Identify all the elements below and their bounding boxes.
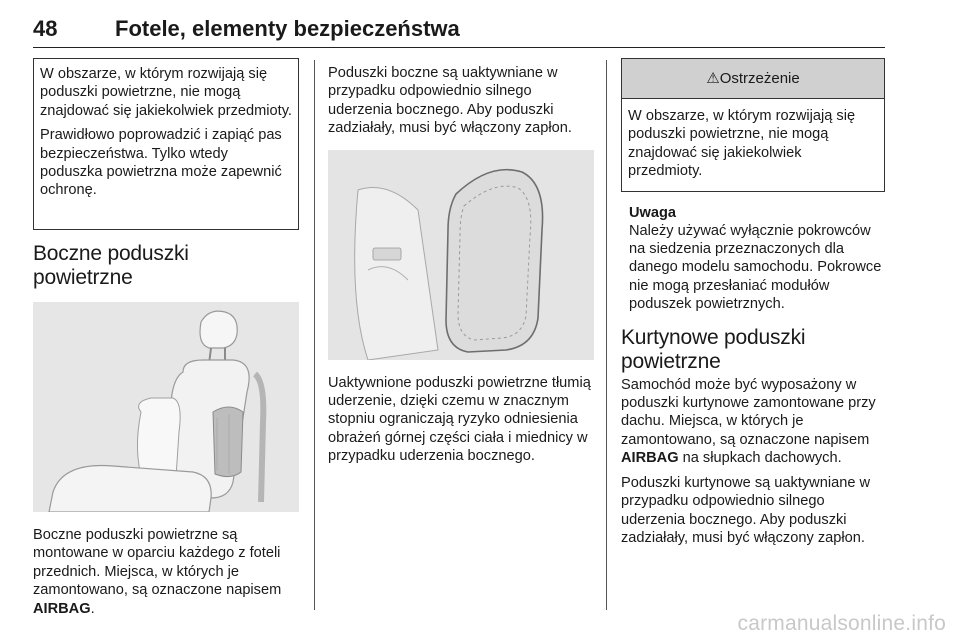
column-left <box>33 58 299 618</box>
note-title: Uwaga <box>629 204 677 221</box>
airbag-keyword: AIRBAG <box>621 450 679 467</box>
paragraph-end: na słupkach dachowych. <box>678 450 842 467</box>
paragraph-text: Samochód może być wyposażony w poduszki kurtynowe zamontowane przy dachu. Miejsca, w których je zamontowano, są oznaczone napisem <box>621 376 876 448</box>
column-middle <box>328 58 594 466</box>
caption-text: Boczne poduszki powietrzne są montowane w oparciu każdego z foteli przednich. Miejsca, w których je zamontowano, są oznaczone napisem <box>33 527 282 599</box>
info-box-paragraph-1: W obszarze, w którym rozwijają się poduszki powietrzne, nie mogą znajdować się jakiekolwiek przedmioty. <box>40 66 292 119</box>
page-title: Fotele, elementy bezpieczeństwa <box>115 16 460 41</box>
deployed-side-airbag-illustration <box>328 150 594 360</box>
side-airbag-activation-text: Poduszki boczne są uaktywniane w przypadku odpowiednio silnego uderzenia bocznego. Aby poduszki zadziałały, musi być włączony zapłon. <box>328 65 572 137</box>
heading-line-2: powietrzne <box>621 349 721 373</box>
seat-illustration-svg <box>33 302 299 512</box>
watermark: carmanualsonline.info <box>737 612 946 635</box>
section-heading-curtain-airbags <box>621 326 887 374</box>
warning-triangle-icon: ⚠ <box>706 70 720 87</box>
curtain-airbag-paragraph-1 <box>621 376 887 468</box>
curtain-airbag-paragraph-2: Poduszki kurtynowe są uaktywniane w przypadku odpowiednio silnego uderzenia bocznego. Aby poduszki zadziałały, musi być włączony zapłon. <box>621 474 871 546</box>
warning-text: W obszarze, w którym rozwijają się poduszki powietrzne, nie mogą znajdować się jakiekolwiek przedmioty. <box>628 108 856 180</box>
side-airbag-caption <box>33 526 299 618</box>
column-divider-1 <box>314 60 315 610</box>
column-right <box>621 58 887 547</box>
heading-line-2: powietrzne <box>33 266 133 289</box>
info-box <box>33 58 299 230</box>
column-divider-2 <box>606 60 607 610</box>
airbag-keyword: AIRBAG <box>33 600 91 617</box>
warning-box <box>621 58 885 192</box>
warning-title: Ostrzeżenie <box>719 70 800 87</box>
caption-end: . <box>90 600 95 617</box>
airbag-illustration-svg <box>328 150 594 360</box>
heading-line-1: Boczne poduszki <box>33 242 189 265</box>
section-heading-side-airbags <box>33 242 299 290</box>
airbag-effect-text: Uaktywnione poduszki powietrzne tłumią uderzenie, dzięki czemu w znacznym stopniu ograniczają ryzyko odniesienia obrażeń górnej części ciała i miednicy w przypadku uderzenia bocznego. <box>328 374 591 465</box>
note-section <box>621 204 887 314</box>
seat-side-airbag-illustration <box>33 302 299 512</box>
info-box-paragraph-2: Prawidłowo poprowadzić i zapiąć pas bezpieczeństwa. Tylko wtedy poduszka powietrzna może zapewnić ochronę. <box>40 127 282 199</box>
warning-header <box>622 59 884 99</box>
page-number: 48 <box>33 16 58 41</box>
page-header <box>33 8 885 48</box>
warning-body <box>622 99 884 191</box>
heading-line-1: Kurtynowe poduszki <box>621 325 806 349</box>
note-text: Należy używać wyłącznie pokrowców na siedzenia przeznaczonych dla danego modelu samochodu. Pokrowce nie mogą przesłaniać modułów poduszek powietrznych. <box>629 222 882 313</box>
